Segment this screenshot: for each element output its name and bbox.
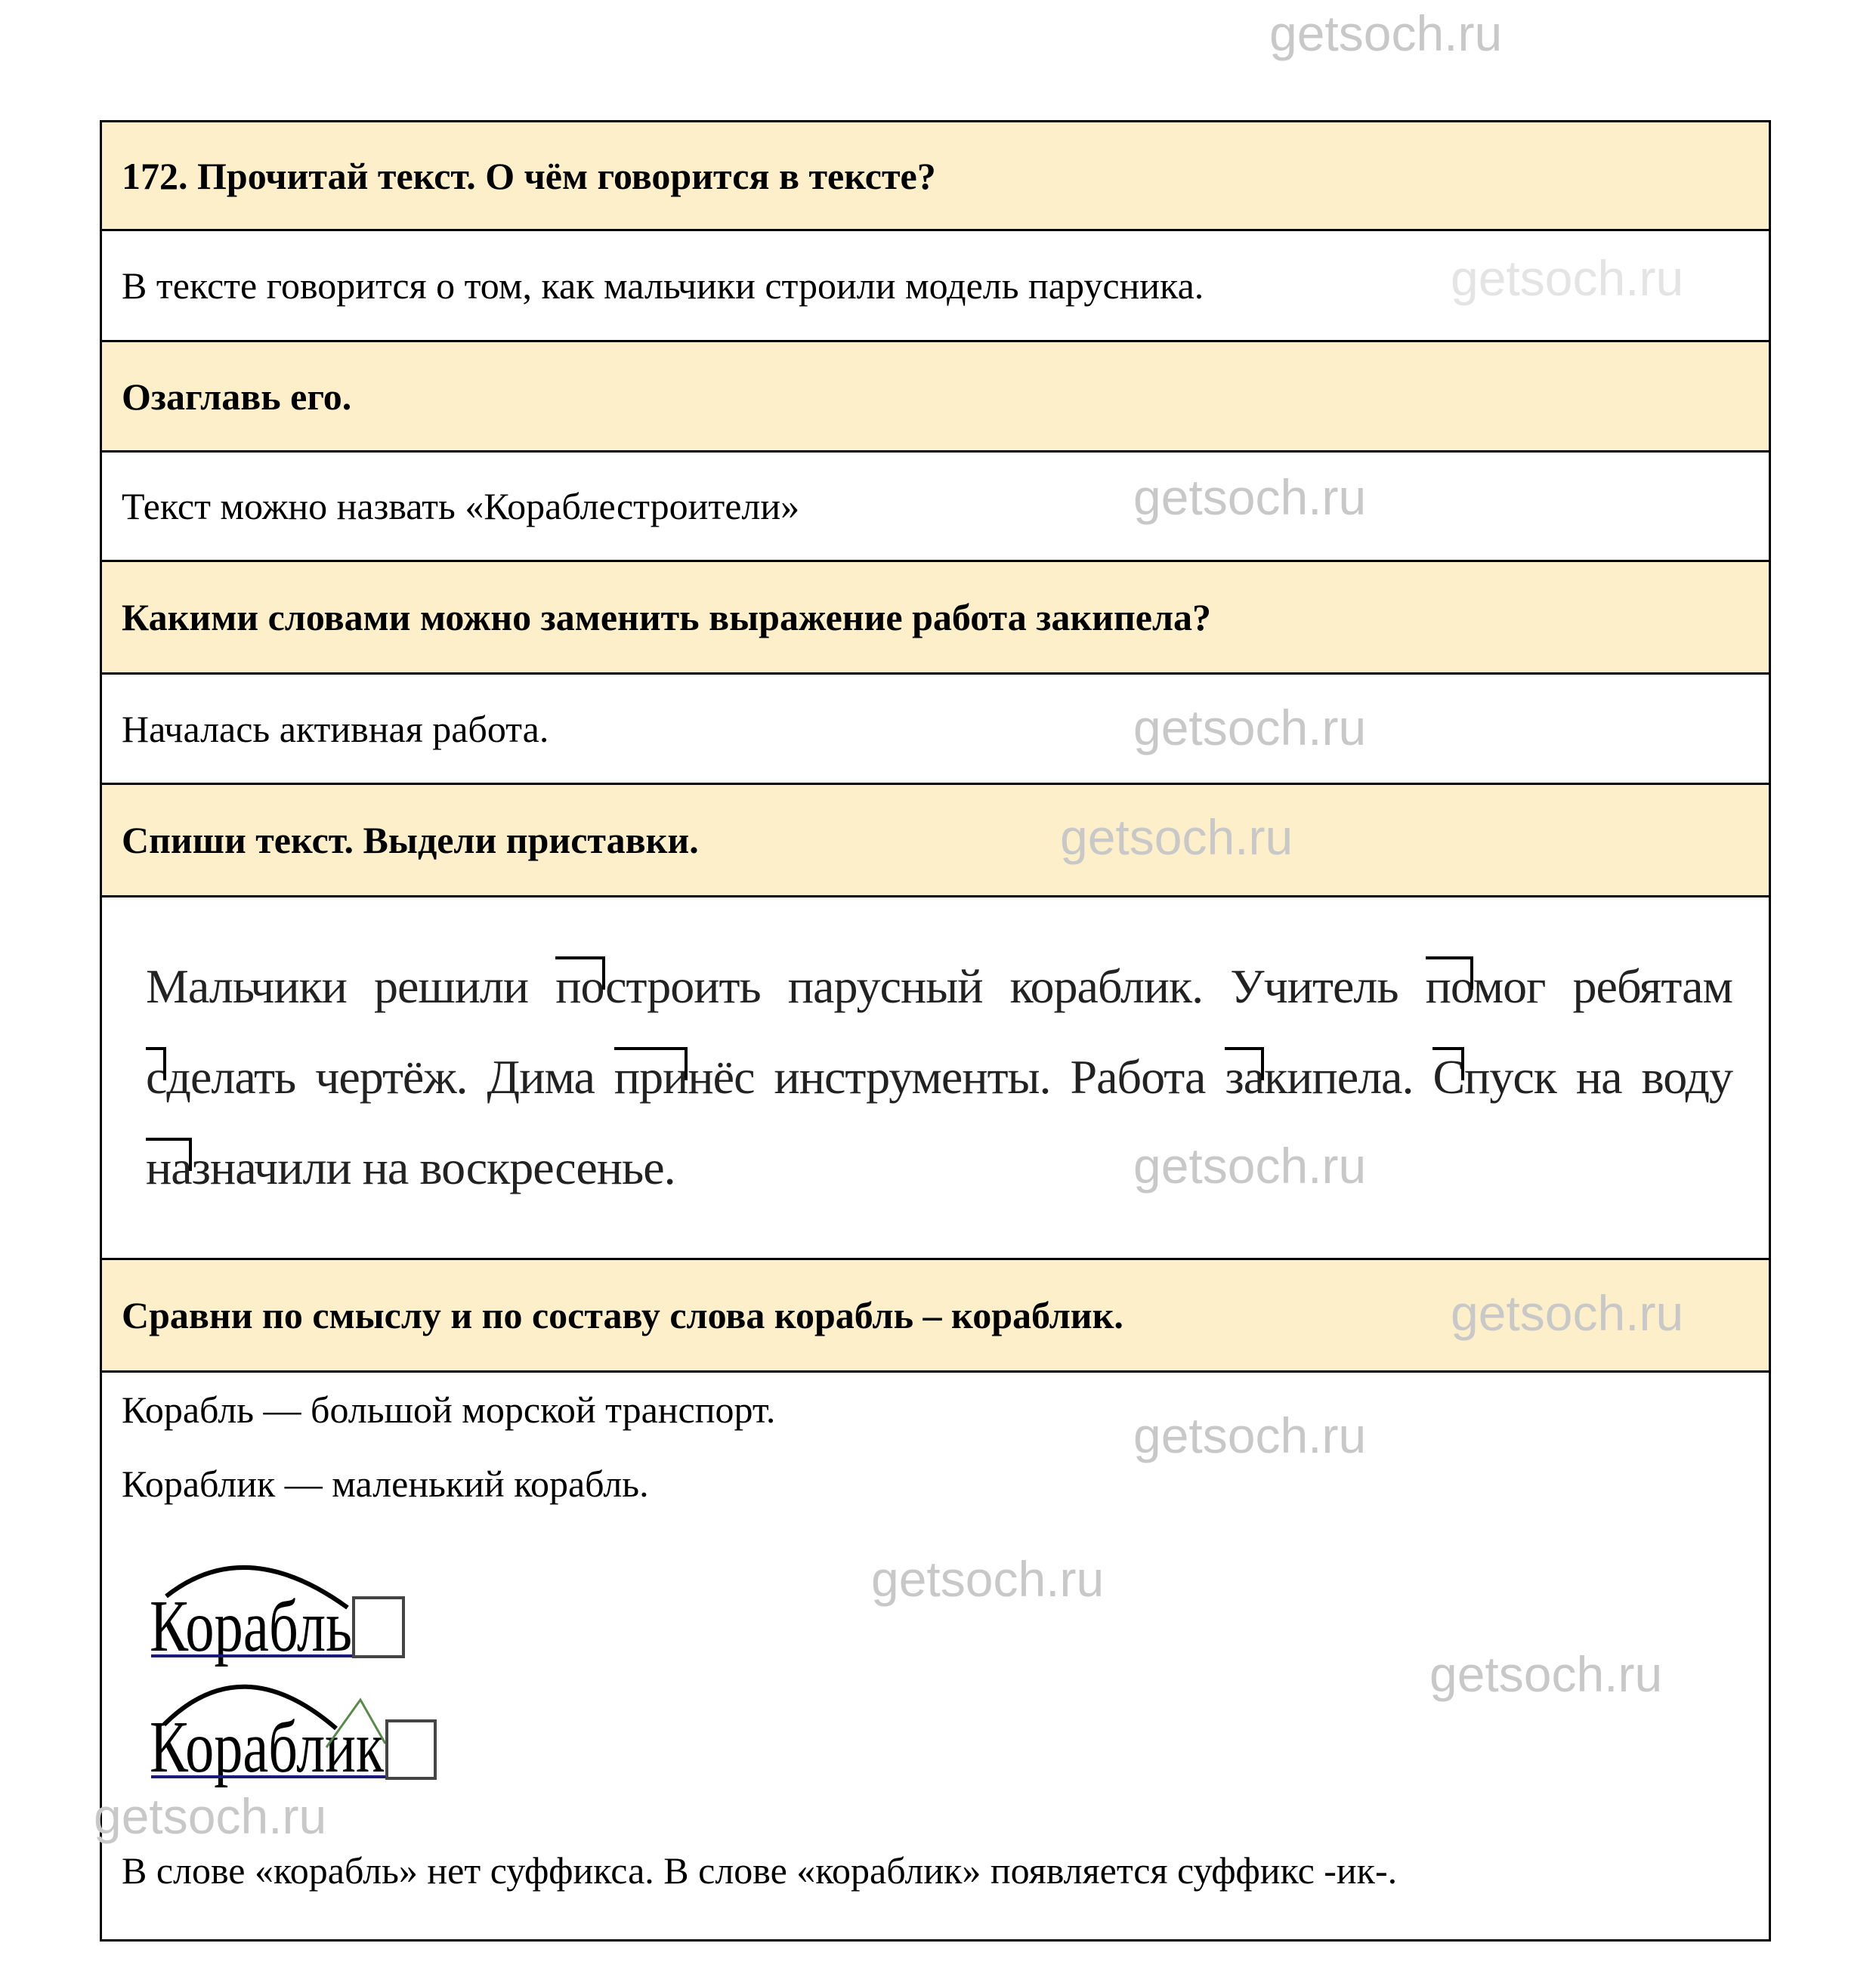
text-segment: делать чертёж. Дима [166,1050,614,1104]
watermark: getsoch.ru [1133,700,1367,755]
answer-text: Началась активная работа. [122,707,549,750]
answer-line: Корабль — большой морской транспорт. [122,1389,776,1431]
text-segment: пуск на воду [1464,1050,1733,1104]
text-segment: кипела. [1264,1050,1433,1104]
watermark: getsoch.ru [1451,250,1684,306]
text-segment: значили на воскресенье. [191,1141,675,1194]
prefix-segment: на [146,1141,192,1194]
prefix-segment: по [555,959,606,1013]
prefix-segment: по [1425,959,1473,1013]
answer-text: В тексте говорится о том, как мальчики строили модель парусника. [122,264,1204,307]
watermark: getsoch.ru [1269,5,1503,61]
question-text: 172. Прочитай текст. О чём говорится в тексте? [122,154,936,197]
question-text: Какими словами можно заменить выражение работа закипела? [122,596,1211,638]
text-segment: нёс инструменты. Работа [688,1050,1225,1104]
ending-box [354,1598,403,1657]
question-text: Спиши текст. Выдели приставки. [122,819,699,861]
watermark: getsoch.ru [1429,1646,1663,1702]
prefix-segment: с [146,1050,167,1104]
watermark: getsoch.ru [1133,1138,1367,1194]
answer-conclusion: В слове «корабль» нет суффикса. В слове «кораблик» появляется суффикс -ик-. [122,1849,1398,1892]
watermark: getsoch.ru [1451,1285,1684,1341]
answer-text: Текст можно назвать «Кораблестроители» [122,485,800,527]
text-segment: строить парусный кораблик. Учитель [605,959,1426,1013]
question-text: Озаглавь его. [122,375,352,418]
word-korablik: Кораблик [150,1707,385,1788]
text-segment: мог ребятам [1473,959,1733,1013]
watermark: getsoch.ru [871,1551,1105,1607]
question-text: Сравни по смыслу и по составу слова корабль – кораблик. [122,1294,1123,1336]
prefix-segment: С [1432,1050,1465,1104]
watermark: getsoch.ru [1060,809,1293,865]
prefix-segment: за [1225,1050,1265,1104]
prefix-segment: при [613,1050,688,1104]
ending-box [387,1721,435,1778]
word-korabl: Корабль [150,1586,352,1667]
watermark: getsoch.ru [94,1788,327,1844]
watermark: getsoch.ru [1133,1407,1367,1463]
watermark: getsoch.ru [1133,469,1367,525]
answer-line: Кораблик — маленький корабль. [122,1463,649,1505]
text-segment: Мальчики решили [146,959,556,1013]
